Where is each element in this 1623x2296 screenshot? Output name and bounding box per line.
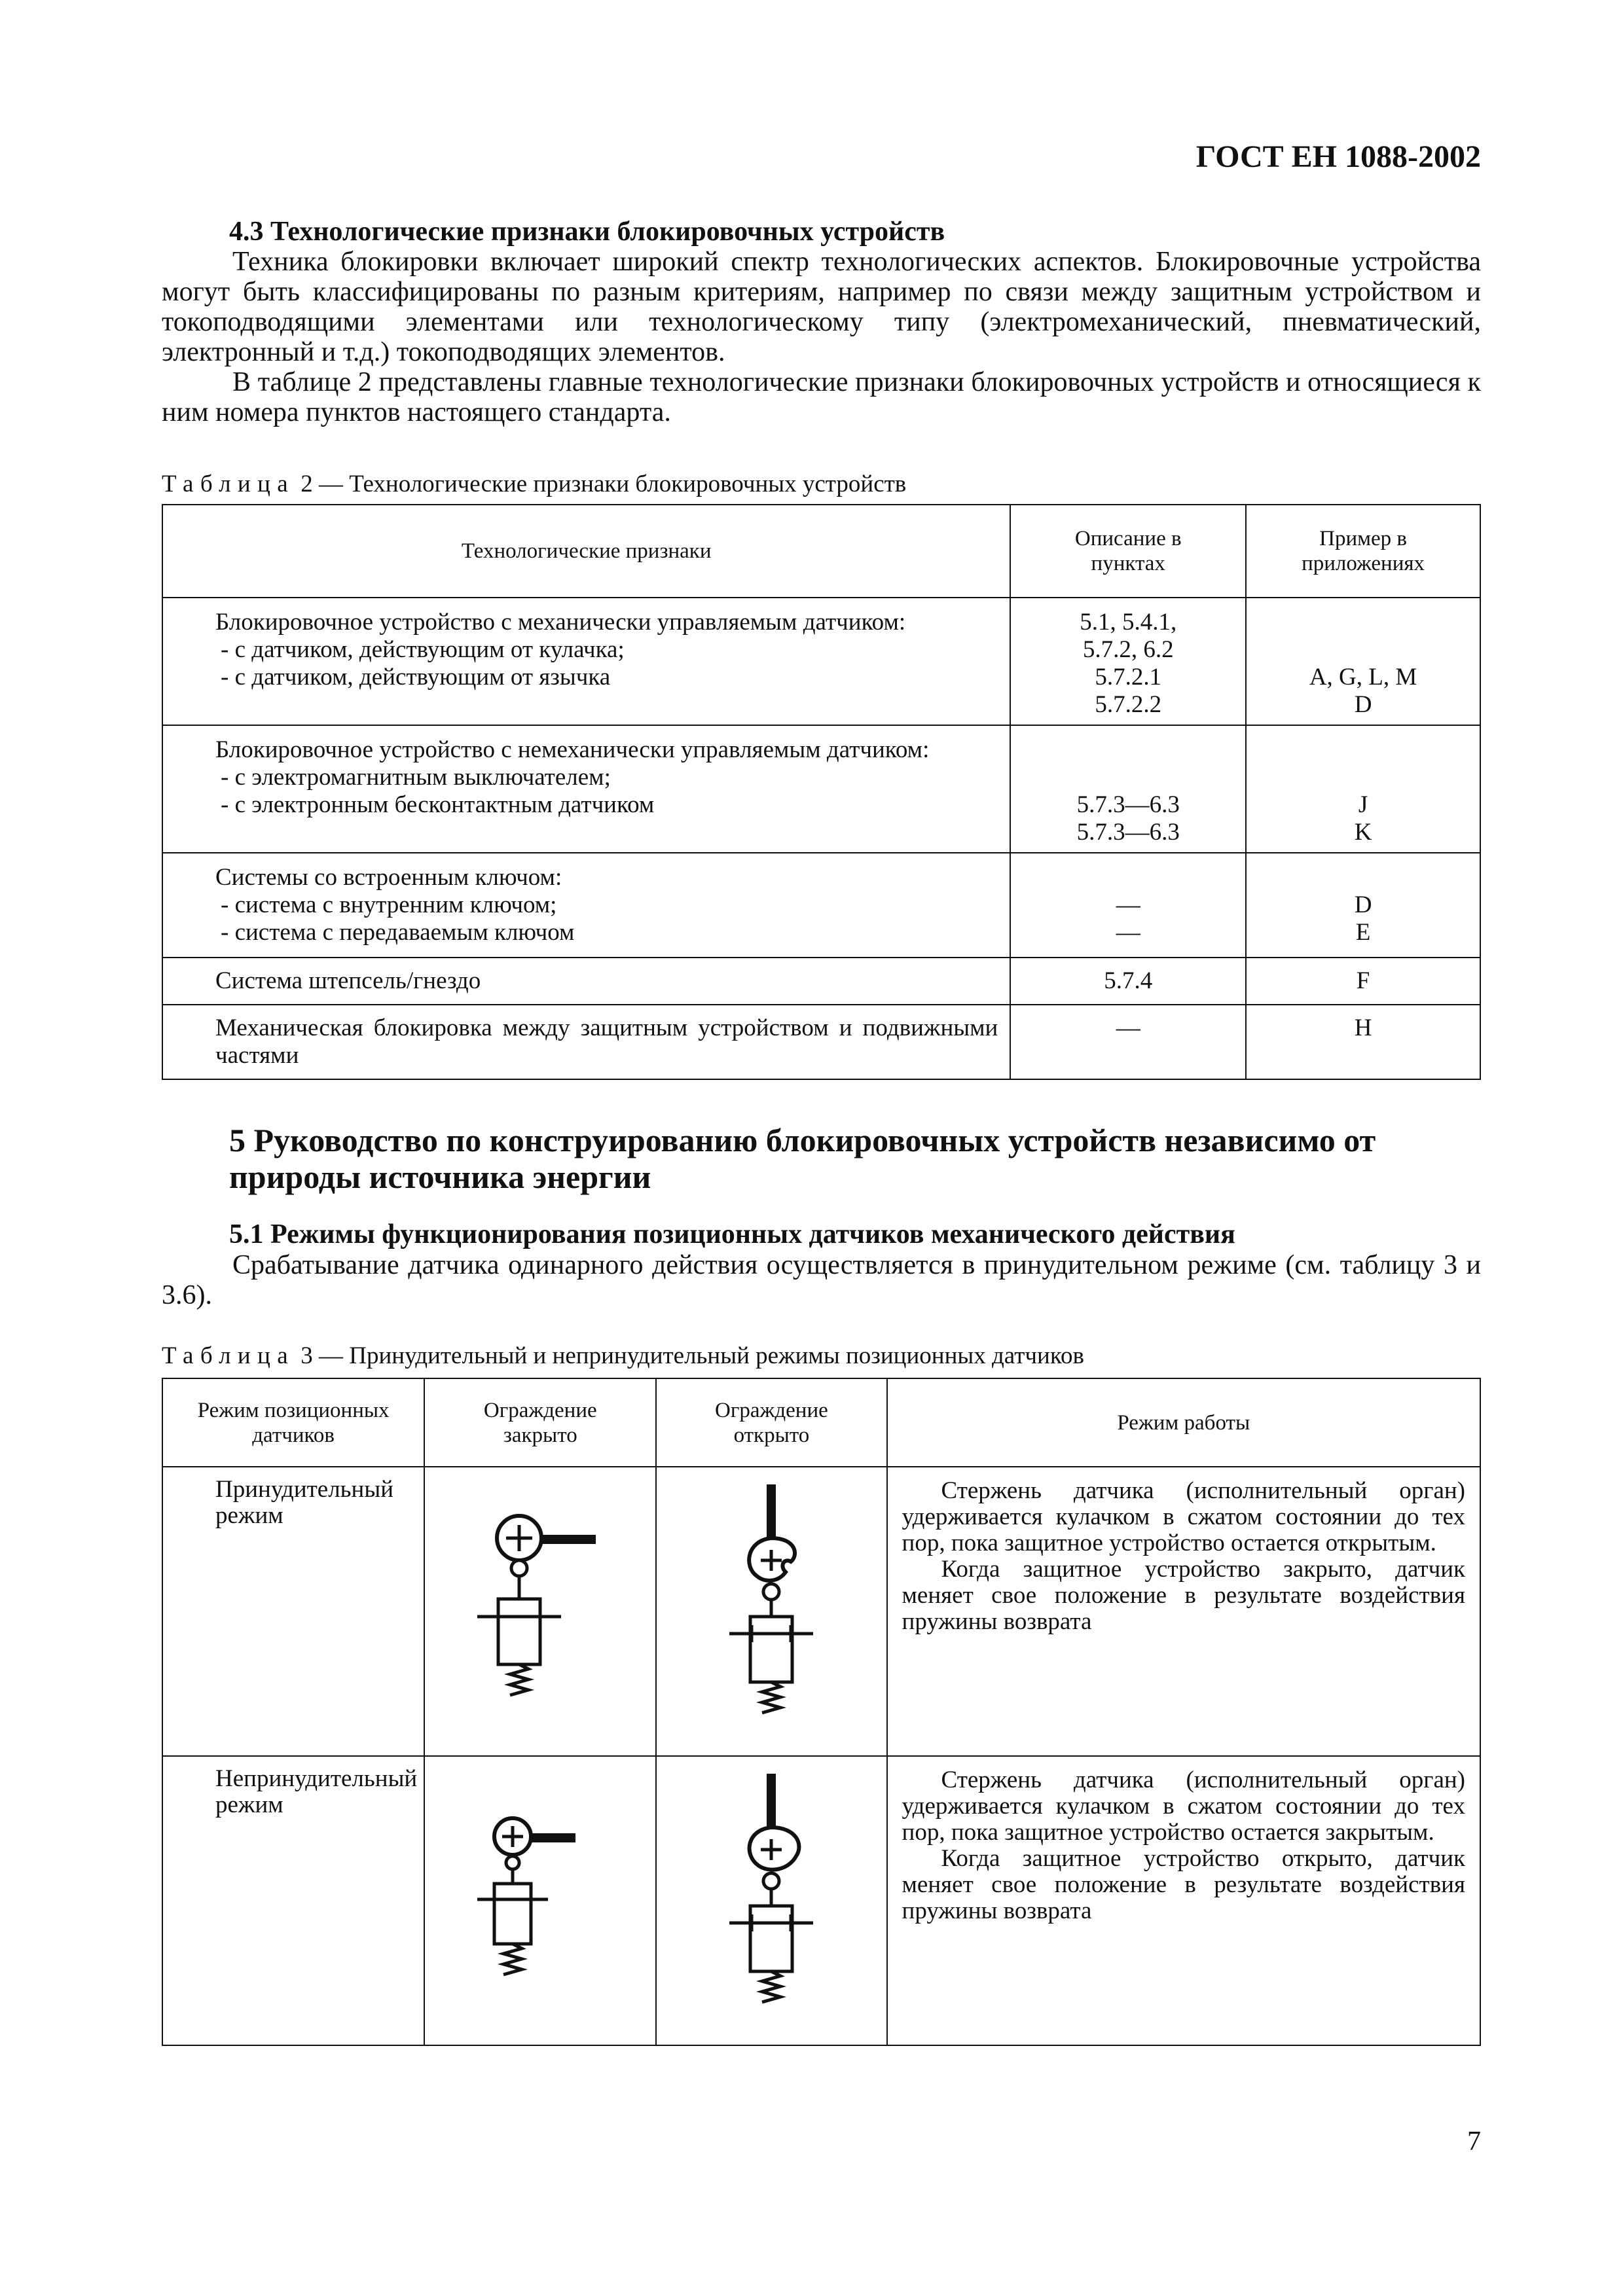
table-2 <box>162 504 1481 1080</box>
table-2-desc: — <box>1010 1005 1246 1079</box>
table-3-caption-label: Таблица <box>162 1342 295 1369</box>
table-3-operation <box>887 1756 1480 2045</box>
table-3-operation <box>887 1467 1480 1756</box>
table-2-desc: 5.7.3—6.3 <box>1076 819 1180 846</box>
table-2-example: F <box>1246 958 1480 1005</box>
section-5-1-title: 5.1 Режимы функционирования позиционных датчиков механического действия <box>229 1219 1235 1249</box>
section-5-title: 5 Руководство по конструированию блокировочных устройств независимо от природы источника энергии <box>229 1122 1376 1195</box>
table-2-example: K <box>1354 819 1372 846</box>
table-3-caption-text: 3 — Принудительный и непринудительный режимы позиционных датчиков <box>301 1342 1084 1369</box>
table-2-desc: — <box>1116 891 1140 918</box>
table-2-caption-text: 2 — Технологические признаки блокировочных устройств <box>301 471 907 497</box>
document-code: ГОСТ ЕН 1088-2002 <box>1195 139 1481 174</box>
table-2-row-item: - с электронным бесконтактным датчиком <box>221 791 655 818</box>
table-2-caption-label: Таблица <box>162 471 295 497</box>
table-3-operation-p1: Стержень датчика (исполнительный орган) удерживается кулачком в сжатом состоянии до тех пор, пока защитное устройство остается открытым. <box>902 1477 1465 1556</box>
table-3-header-closed: Ограждение закрыто <box>424 1378 656 1467</box>
table-2-row-title: Механическая блокировка между защитным устройством и подвижными частями <box>162 1005 1010 1079</box>
section-4-3-title: 4.3 Технологические признаки блокировочных устройств <box>229 217 945 247</box>
table-2-row-title: Системы со встроенным ключом: <box>215 864 562 891</box>
table-3-header-mode: Режим позиционных датчиков <box>162 1378 424 1467</box>
table-2-desc: 5.7.4 <box>1010 958 1246 1005</box>
table-2-example: A, G, L, M <box>1309 664 1417 691</box>
table-2-row-item: - с датчиком, действующим от язычка <box>221 664 611 691</box>
table-2-desc: 5.1, 5.4.1, <box>1080 609 1177 636</box>
section-4-3-body <box>162 247 1481 427</box>
sensor-diagram-icon <box>475 1511 606 1707</box>
table-2-header-example: Пример в приложениях <box>1246 505 1480 598</box>
table-3-mode: Принудительный режим <box>162 1467 424 1756</box>
sensor-diagram-icon <box>706 1484 837 1733</box>
table-3 <box>162 1378 1481 2046</box>
table-3-operation-p1: Стержень датчика (исполнительный орган) удерживается кулачком в сжатом состоянии до тех пор, пока защитное устройство остается закрытым. <box>902 1767 1465 1846</box>
table-2-desc: 5.7.2, 6.2 <box>1082 636 1174 663</box>
table-2-desc: — <box>1116 919 1140 946</box>
table-2-desc: 5.7.2.2 <box>1095 691 1162 718</box>
table-2-row-item: - система с внутренним ключом; <box>221 891 557 918</box>
table-3-header-open: Ограждение открыто <box>656 1378 886 1467</box>
page-number: 7 <box>1467 2126 1481 2157</box>
table-3-operation-p2: Когда защитное устройство закрыто, датчик меняет свое положение в результате воздействия пружины возврата <box>902 1556 1465 1635</box>
diagram-nonforced-guard-open <box>656 1756 886 2045</box>
section-5-1-body <box>162 1250 1481 1310</box>
table-row <box>162 598 1480 725</box>
table-2-row-item: - система с передаваемым ключом <box>221 919 575 946</box>
table-2-row-item: - с электромагнитным выключателем; <box>221 764 611 791</box>
table-row <box>162 1756 1480 2045</box>
table-3-operation-p2: Когда защитное устройство открыто, датчик меняет свое положение в результате воздействия пружины возврата <box>902 1845 1465 1924</box>
table-row <box>162 725 1480 853</box>
table-row <box>162 1467 1480 1756</box>
table-2-example: H <box>1246 1005 1480 1079</box>
table-row <box>162 853 1480 958</box>
table-row <box>162 958 1480 1005</box>
diagram-forced-guard-closed <box>424 1467 656 1756</box>
table-3-header-operation: Режим работы <box>887 1378 1480 1467</box>
table-2-row-title: Блокировочное устройство с немеханически управляемым датчиком: <box>215 736 930 763</box>
table-2-row-title: Система штепсель/гнездо <box>162 958 1010 1005</box>
table-2-example: D <box>1354 691 1372 718</box>
table-2-row-item: - с датчиком, действующим от кулачка; <box>221 636 625 663</box>
diagram-nonforced-guard-closed <box>424 1756 656 2045</box>
table-2-caption <box>162 470 906 498</box>
table-2-header-description: Описание в пунктах <box>1010 505 1246 598</box>
table-2-example: J <box>1358 791 1368 818</box>
sensor-diagram-icon <box>706 1774 837 2022</box>
section-4-3-paragraph-2: В таблице 2 представлены главные технологические признаки блокировочных устройств и относящиеся к ним номера пунктов настоящего стандарта. <box>162 367 1481 427</box>
table-2-header-features: Технологические признаки <box>162 505 1010 598</box>
sensor-diagram-icon <box>475 1800 606 1996</box>
table-row <box>162 1005 1480 1079</box>
table-2-example: D <box>1354 891 1372 918</box>
section-5-1-paragraph: Срабатывание датчика одинарного действия осуществляется в принудительном режиме (см. таблицу 3 и 3.6). <box>162 1250 1481 1310</box>
table-3-caption <box>162 1342 1084 1370</box>
table-3-mode: Непринудительный режим <box>162 1756 424 2045</box>
table-2-desc: 5.7.2.1 <box>1095 664 1162 691</box>
table-2-example: E <box>1355 919 1371 946</box>
table-2-desc: 5.7.3—6.3 <box>1076 791 1180 818</box>
diagram-forced-guard-open <box>656 1467 886 1756</box>
table-2-row-title: Блокировочное устройство с механически управляемым датчиком: <box>215 609 906 636</box>
section-4-3-paragraph-1: Техника блокировки включает широкий спектр технологических аспектов. Блокировочные устройства могут быть классифицированы по разным критериям, например по связи между защитным устройством и токоподводящими элементами или технологическому типу (электромеханический, пневматический, электронный и т.д.) токоподводящих элементов. <box>162 247 1481 367</box>
